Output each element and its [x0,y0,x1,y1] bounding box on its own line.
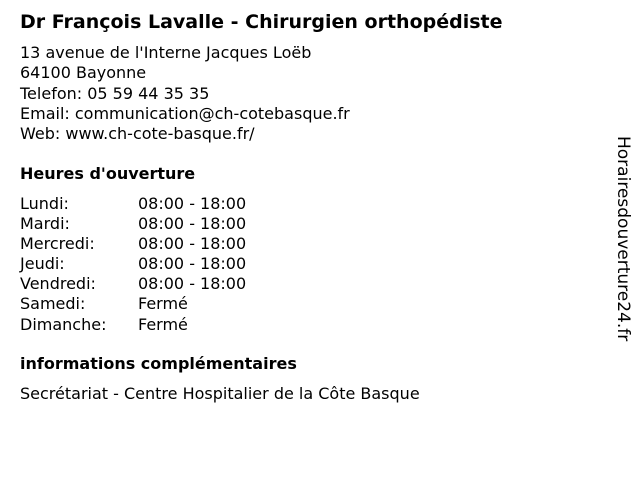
hours-row-thursday [20,254,246,274]
day-label: Lundi: [20,194,69,213]
contact-block [20,43,350,144]
day-hours: 08:00 - 18:00 [138,234,247,254]
street-address: 13 avenue de l'Interne Jacques Loëb [20,43,312,62]
hours-row-monday [20,194,246,214]
additional-info-text: Secrétariat - Centre Hospitalier de la Côte Basque [20,384,420,403]
opening-hours-table [20,194,246,335]
page-title: Dr François Lavalle - Chirurgien orthopédiste [20,11,503,33]
site-watermark: Horairesdouverture24.fr [613,136,633,342]
email: Email: communication@ch-cotebasque.fr [20,103,350,123]
day-hours: 08:00 - 18:00 [138,254,247,274]
opening-hours-heading: Heures d'ouverture [20,164,196,183]
additional-info-heading: informations complémentaires [20,354,297,373]
website: Web: www.ch-cote-basque.fr/ [20,124,255,144]
day-hours: Fermé [138,294,188,314]
day-label: Mardi: [20,214,70,234]
day-label: Vendredi: [20,274,96,294]
hours-row-sunday [20,315,246,335]
hours-row-wednesday [20,234,246,254]
hours-row-saturday [20,294,246,314]
hours-row-tuesday [20,214,246,234]
phone: Telefon: 05 59 44 35 35 [20,83,210,103]
hours-row-friday [20,274,246,294]
day-label: Jeudi: [20,254,65,274]
day-label: Samedi: [20,294,86,314]
city: 64100 Bayonne [20,63,147,83]
day-label: Dimanche: [20,314,107,334]
day-hours: 08:00 - 18:00 [138,274,247,294]
day-hours: Fermé [138,314,188,334]
day-hours: 08:00 - 18:00 [138,194,247,213]
day-hours: 08:00 - 18:00 [138,214,247,234]
day-label: Mercredi: [20,234,95,254]
